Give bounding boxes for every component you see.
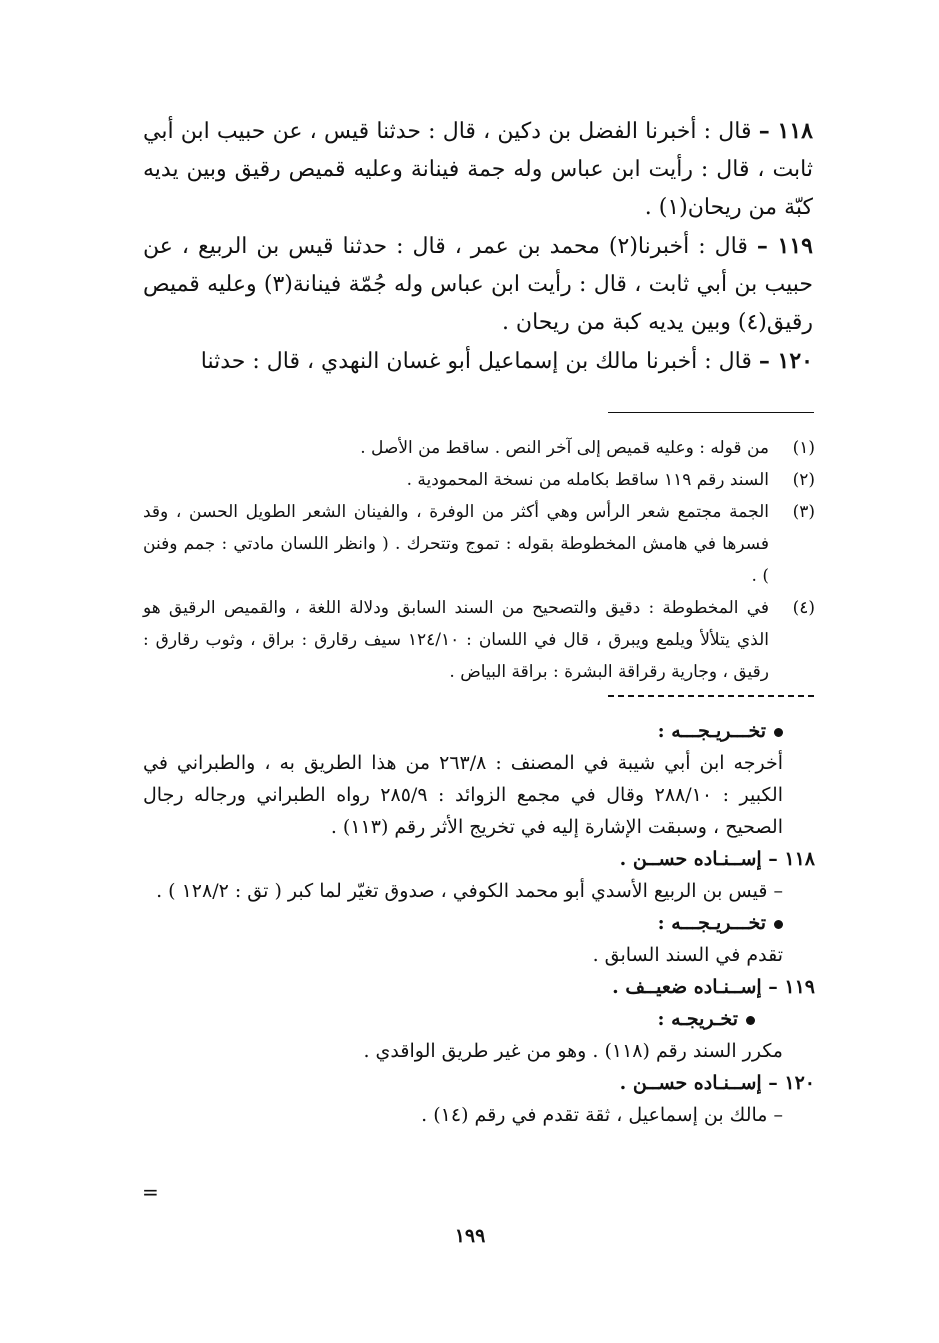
isnad-120: ١٢٠ – إســنـاده حســن . <box>619 1072 815 1094</box>
footnotes <box>143 432 815 688</box>
rawi-118: – قيس بن الربيع الأسدي أبو محمد الكوفي ، صدوق تغيّر لما كبر ( تق : ١٢٨/٢ ) . <box>156 880 783 902</box>
paragraph-text: قال : أخبرنا الفضل بن دكين ، قال : حدثنا قيس ، عن حبيب ابن أبي ثابت ، قال : رأيت ابن عباس وله جمة فينانة وعليه قميص رقيق وبين يديه كبّة من ريحان(١) . <box>143 119 813 220</box>
footnote-3 <box>143 496 815 592</box>
footnote-separator <box>608 412 814 413</box>
paragraph-120 <box>143 342 813 381</box>
takhrij-heading: تخـريجـه : <box>143 1003 815 1035</box>
paragraph-text: قال : أخبرنا(٢) محمد بن عمر ، قال : حدثنا قيس بن الربيع ، عن حبيب بن أبي ثابت ، قال : رأيت ابن عباس وله جُمّة فينانة(٣) وعليه قميص رقيق(٤) وبين يديه كبة من ريحان . <box>143 234 813 335</box>
footnote-number: (٢) <box>792 470 815 490</box>
footnote-number: (٤) <box>792 598 815 618</box>
footnote-number: (٣) <box>792 502 815 522</box>
rawi-120: – مالك بن إسماعيل ، ثقة تقدم في رقم (١٤) . <box>421 1104 783 1126</box>
bullet-icon <box>774 728 783 737</box>
takhrij-section <box>143 715 815 1131</box>
paragraph-number: ١١٨ – <box>758 118 813 144</box>
isnad-118: ١١٨ – إســنـاده حســن . <box>619 848 815 870</box>
footnote-text: السند رقم ١١٩ ساقط بكامله من نسخة المحمودية . <box>406 470 769 490</box>
footnote-2 <box>143 464 815 496</box>
footnote-text: في المخطوطة : دقيق والتصحيح من السند السابق ودلالة اللغة ، والقميص الرقيق هو الذي يتلألأ ويلمع ويبرق ، قال في اللسان : ١٢٤/١٠ سيف رقارق : براق ، وثوب رقارق : رقيق ، وجارية رقراقة البشرة : براقة البياض . <box>143 598 769 682</box>
takhrij-text: مكرر السند رقم (١١٨) . وهو من غير طريق الواقدي . <box>363 1040 783 1062</box>
takhrij-heading: تخـــريـجـــه : <box>143 715 815 747</box>
paragraph-118 <box>143 112 813 227</box>
paragraph-119 <box>143 227 813 342</box>
continuation-mark: = <box>142 1180 159 1204</box>
takhrij-separator <box>608 695 814 697</box>
takhrij-text: تقدم في السند السابق . <box>592 944 783 966</box>
footnote-4 <box>143 592 815 688</box>
footnote-1 <box>143 432 815 464</box>
paragraph-number: ١١٩ – <box>756 233 813 259</box>
paragraph-text: قال : أخبرنا مالك بن إسماعيل أبو غسان النهدي ، قال : حدثنا <box>200 349 759 374</box>
page-number: ١٩٩ <box>454 1225 486 1247</box>
footnote-number: (١) <box>792 438 815 458</box>
takhrij-heading: تخـــريـجـــه : <box>143 907 815 939</box>
paragraph-number: ١٢٠ – <box>758 348 813 374</box>
takhrij-text: أخرجه ابن أبي شيبة في المصنف : ٢٦٣/٨ من هذا الطريق به ، والطبراني في الكبير : ٢٨٨/١٠ وقال في مجمع الزوائد : ٢٨٥/٩ رواه الطبراني ورجاله رجال الصحيح ، وسبقت الإشارة إليه في تخريج الأثر رقم (١١٣) . <box>143 752 783 838</box>
bullet-icon <box>746 1016 755 1025</box>
footnote-text: من قوله : وعليه قميص إلى آخر النص . ساقط من الأصل . <box>360 438 769 458</box>
bullet-icon <box>774 920 783 929</box>
main-text <box>143 112 813 381</box>
isnad-119: ١١٩ – إســنـاده ضعيــف . <box>612 976 815 998</box>
footnote-text: الجمة مجتمع شعر الرأس وهي أكثر من الوفرة ، والفينان الشعر الطويل الحسن ، وقد فسرها في هامش المخطوطة بقوله : تموج وتتحرك . ( وانظر اللسان مادتي : جمم وفنن ) . <box>143 502 769 586</box>
